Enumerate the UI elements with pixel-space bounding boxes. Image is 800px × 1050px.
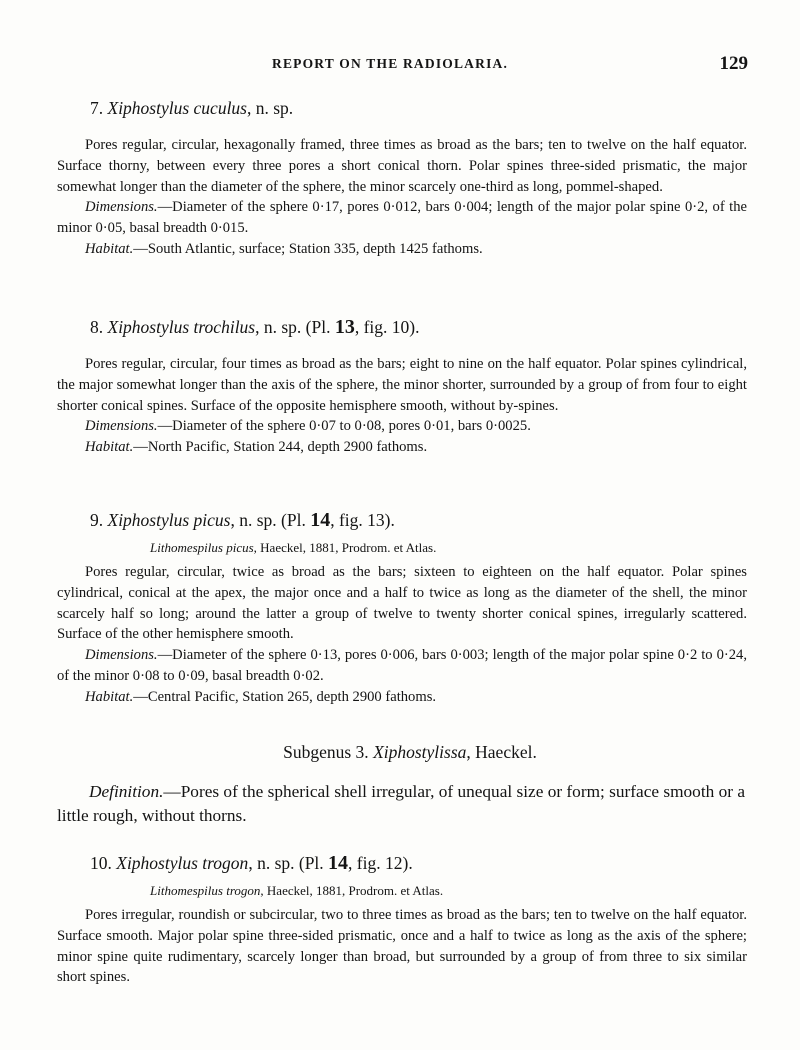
subgenus-author: , Haeckel. (466, 742, 537, 762)
dimensions-text: —Diameter of the sphere 0·17, pores 0·012, bars 0·004; length of the major polar spine 0·2, of the minor 0·05, basal breadth 0·015. (57, 199, 747, 237)
species-entry-7 (57, 97, 747, 260)
species-status: , n. sp. (Pl. (255, 317, 335, 337)
figure-ref: , fig. 10). (354, 317, 420, 337)
species-status: , n. sp. (Pl. (248, 853, 329, 873)
species-entry-9 (57, 509, 747, 708)
species-name: Xiphostylus trogon (116, 853, 249, 873)
habitat-label: Habitat. (85, 240, 134, 257)
species-status: , n. sp. (Pl. (230, 510, 311, 530)
dimensions-text: —Diameter of the sphere 0·07 to 0·08, pores 0·01, bars 0·0025. (157, 418, 531, 435)
species-heading (57, 852, 747, 874)
subgenus-name: Xiphostylissa (373, 742, 467, 762)
species-entry-10 (57, 852, 747, 988)
species-name: Xiphostylus cuculus (107, 98, 247, 118)
running-title: REPORT ON THE RADIOLARIA. (272, 56, 509, 71)
species-description: Pores regular, circular, four times as broad as the bars; eight to nine on the half equator. Polar spines cylindrical, the major somewhat longer than the axis of the sphere, the minor shorter, surrounded by a group of from four to eight shorter conical spines. Surface of the opposite hemisphere smooth, without by-spines. (57, 356, 747, 414)
definition-body: —Pores of the spherical shell irregular, of unequal size or form; surface smooth or a little rough, without thorns. (57, 782, 745, 825)
species-entry-8 (57, 316, 747, 458)
habitat-line (57, 687, 747, 708)
synonym-line (57, 882, 747, 900)
synonym-name: Lithomespilus picus (150, 540, 254, 555)
page-number: 129 (719, 53, 748, 74)
habitat-text: —Central Pacific, Station 265, depth 2900 fathoms. (133, 688, 437, 705)
species-number: 9. (90, 510, 104, 530)
synonym-reference: , Haeckel, 1881, Prodrom. et Atlas. (260, 883, 444, 898)
species-description: Pores regular, circular, hexagonally framed, three times as broad as the bars; ten to twelve on the half equator. Surface thorny, between every three pores a short conical thorn. Polar spines three-sided prismatic, the major somewhat longer than the diameter of the sphere, the minor scarcely one-third as long, pommel-shaped. (57, 137, 747, 195)
definition-label: Definition. (89, 782, 164, 801)
dimensions-text: —Diameter of the sphere 0·13, pores 0·006, bars 0·003; length of the major polar spine 0·2 to 0·24, of the minor 0·08 to 0·09, basal breadth 0·02. (57, 647, 747, 684)
habitat-label: Habitat. (85, 688, 134, 705)
species-number: 8. (90, 317, 104, 337)
species-name: Xiphostylus picus (107, 510, 231, 530)
species-number: 7. (90, 98, 104, 118)
species-heading (57, 316, 747, 338)
synonym-name: Lithomespilus trogon (150, 883, 261, 898)
synonym-line (57, 539, 747, 557)
species-heading (57, 97, 747, 119)
definition-text (57, 780, 745, 827)
plate-number: 13 (334, 316, 355, 338)
dimensions-line (57, 197, 747, 239)
synonym-reference: , Haeckel, 1881, Prodrom. et Atlas. (253, 540, 437, 555)
dimensions-line (57, 416, 747, 437)
figure-ref: , fig. 13). (330, 510, 395, 530)
dimensions-label: Dimensions. (85, 647, 158, 664)
dimensions-label: Dimensions. (85, 199, 158, 216)
habitat-line (57, 239, 747, 260)
species-description: Pores regular, circular, twice as broad as the bars; sixteen to eighteen on the half equator. Polar spines cylindrical, conical at the apex, the major once and a half to twice as long as the diameter of the shell, the minor scarcely half so long; around the latter a group of twelve to twenty shorter conical spines, irregularly scattered. Surface of the other hemisphere smooth. (57, 564, 747, 643)
species-name: Xiphostylus trochilus (107, 317, 256, 337)
species-description: Pores irregular, roundish or subcircular, two to three times as broad as the bars; ten to twelve on the half equator. Surface smooth. Major polar spine three-sided prismatic, once and a half to twice as long as the axis of the sphere; minor spine quite rudimentary, scarcely longer than broad, but surrounded by a group of from three to six similar short spines. (57, 907, 747, 986)
plate-number: 14 (310, 509, 331, 531)
species-number: 10. (90, 853, 112, 873)
running-header (0, 53, 800, 78)
plate-number: 14 (328, 852, 349, 874)
habitat-line (57, 437, 747, 458)
dimensions-label: Dimensions. (85, 418, 158, 435)
dimensions-line (57, 645, 747, 687)
species-status: , n. sp. (247, 98, 294, 118)
subgenus-definition (57, 780, 745, 827)
subgenus-heading (0, 741, 800, 763)
figure-ref: , fig. 12). (348, 853, 413, 873)
habitat-text: —North Pacific, Station 244, depth 2900 fathoms. (133, 439, 428, 456)
subgenus-prefix: Subgenus 3. (283, 742, 374, 762)
habitat-text: —South Atlantic, surface; Station 335, depth 1425 fathoms. (133, 240, 483, 257)
habitat-label: Habitat. (85, 439, 134, 456)
species-heading (57, 509, 747, 531)
